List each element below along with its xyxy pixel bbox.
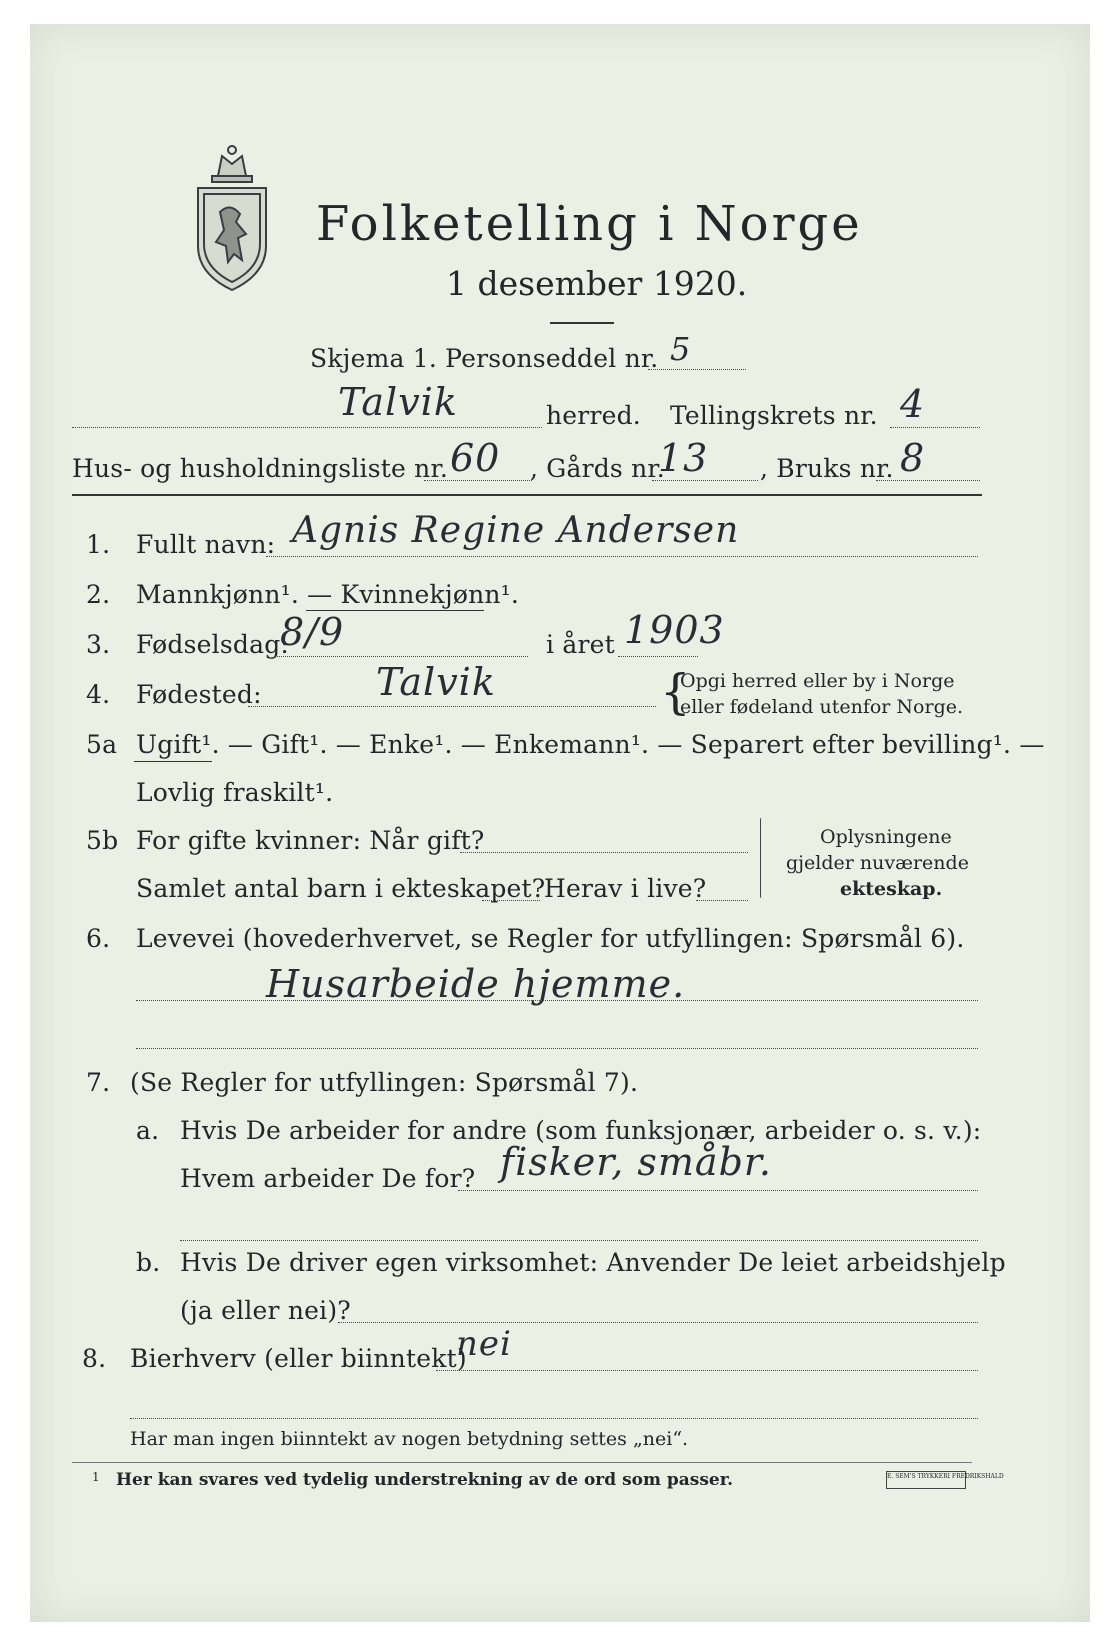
employer-line (458, 1190, 978, 1191)
q5a-number: 5a (86, 730, 118, 759)
census-date: 1 desember 1920. (446, 264, 748, 303)
birthplace-value[interactable]: Talvik (376, 660, 496, 704)
q5b-note-2: gjelder nuværende (786, 852, 969, 874)
birthday-value[interactable]: 8/9 (280, 610, 345, 654)
q7b-label: Hvis De driver egen virksomhet: Anvender De leiet arbeidshjelp (180, 1248, 1006, 1277)
side-income-line-2 (130, 1418, 978, 1419)
title-divider (550, 322, 614, 324)
q6-label: Levevei (hovederhvervet, se Regler for utfyllingen: Spørsmål 6). (136, 924, 965, 953)
q4-number: 4. (86, 680, 111, 709)
birth-year-value[interactable]: 1903 (624, 608, 725, 652)
herred-line (72, 427, 542, 428)
q5b-label-3: Herav i live? (544, 874, 707, 903)
personseddel-value[interactable]: 5 (670, 330, 692, 368)
section-divider (72, 494, 982, 496)
q5b-label: For gifte kvinner: Når gift? (136, 826, 485, 855)
occupation-line-2 (136, 1048, 978, 1049)
tellingskrets-value[interactable]: 4 (900, 382, 926, 426)
alive-line (696, 900, 748, 901)
form-title: Folketelling i Norge (316, 196, 863, 252)
q5b-number: 5b (86, 826, 119, 855)
q5b-note-3: ekteskap. (840, 878, 943, 900)
year-line (618, 656, 698, 657)
q1-label: Fullt navn: (136, 530, 276, 559)
birthday-line (274, 656, 528, 657)
hired-help-line (338, 1322, 978, 1323)
q7a-label: Hvis De arbeider for andre (som funksjonær, arbeider o. s. v.): (180, 1116, 982, 1145)
q5b-note-1: Oplysningene (820, 826, 952, 848)
hus-value[interactable]: 60 (450, 436, 501, 480)
hus-line (424, 480, 532, 481)
footnote-divider (72, 1462, 972, 1463)
biinntekt-note: Har man ingen biinntekt av nogen betydning settes „nei“. (130, 1428, 689, 1450)
q1-number: 1. (86, 530, 111, 559)
side-income-value[interactable]: nei (456, 1324, 512, 1364)
bruks-value[interactable]: 8 (900, 436, 926, 480)
q7-label: (Se Regler for utfyllingen: Spørsmål 7). (130, 1068, 639, 1097)
q7a-number: a. (136, 1116, 160, 1145)
q4-brace: { (660, 664, 691, 720)
full-name-value[interactable]: Agnis Regine Andersen (292, 510, 740, 551)
q3-label: Fødselsdag: (136, 630, 290, 659)
census-form (30, 24, 1090, 1622)
q5b-label-2: Samlet antal barn i ekteskapet? (136, 874, 546, 903)
q6-number: 6. (86, 924, 111, 953)
q8-label: Bierhverv (eller biinntekt) (130, 1344, 467, 1373)
q4-note-1: Opgi herred eller by i Norge (680, 670, 955, 692)
q3-year-label: i året (546, 630, 615, 659)
q5b-brace (760, 818, 763, 898)
employer-value[interactable]: fisker, småbr. (500, 1140, 772, 1184)
herred-value[interactable]: Talvik (338, 380, 458, 424)
q8-number: 8. (82, 1344, 107, 1373)
bruks-label: , Bruks nr. (760, 454, 894, 483)
q4-note-2: eller fødeland utenfor Norge. (680, 696, 964, 718)
q4-label: Fødested: (136, 680, 262, 709)
q2-number: 2. (86, 580, 111, 609)
herred-label: herred. (546, 401, 641, 430)
printer-stamp: E. SEM'S TRYKKERI FREDRIKSHALD (886, 1471, 966, 1489)
coat-of-arms-icon (190, 142, 274, 292)
q3-number: 3. (86, 630, 111, 659)
q7b-number: b. (136, 1248, 161, 1277)
ugift-underline (134, 761, 212, 762)
footnote-mark: 1 (92, 1470, 100, 1484)
gards-line (652, 480, 758, 481)
birthplace-line (248, 706, 656, 707)
children-line (482, 900, 540, 901)
q1-line (266, 556, 978, 557)
tellingskrets-label: Tellingskrets nr. (670, 401, 878, 430)
married-date-line (460, 852, 748, 853)
bruks-line (876, 480, 980, 481)
occupation-line-1 (136, 1000, 978, 1001)
q5a-label-2: Lovlig fraskilt¹. (136, 778, 334, 807)
side-income-line (436, 1370, 978, 1371)
q5a-label: Ugift¹. — Gift¹. — Enke¹. — Enkemann¹. — Separert efter bevilling¹. — (136, 730, 1045, 759)
schema-label: Skjema 1. Personseddel nr. (310, 344, 659, 373)
personseddel-line (648, 369, 746, 370)
employer-line-2 (180, 1240, 978, 1241)
hus-label: Hus- og husholdningsliste nr. (72, 454, 449, 483)
q2-label: Mannkjønn¹. — Kvinnekjønn¹. (136, 580, 520, 609)
gards-value[interactable]: 13 (658, 436, 709, 480)
q7-number: 7. (86, 1068, 111, 1097)
footnote-text: Her kan svares ved tydelig understrekning av de ord som passer. (116, 1470, 734, 1490)
gards-label: , Gårds nr. (530, 454, 665, 483)
q7b-label-2: (ja eller nei)? (180, 1296, 351, 1325)
q7a-label-2: Hvem arbeider De for? (180, 1164, 476, 1193)
occupation-value[interactable]: Husarbeide hjemme. (266, 962, 686, 1006)
tellingskrets-line (890, 427, 980, 428)
